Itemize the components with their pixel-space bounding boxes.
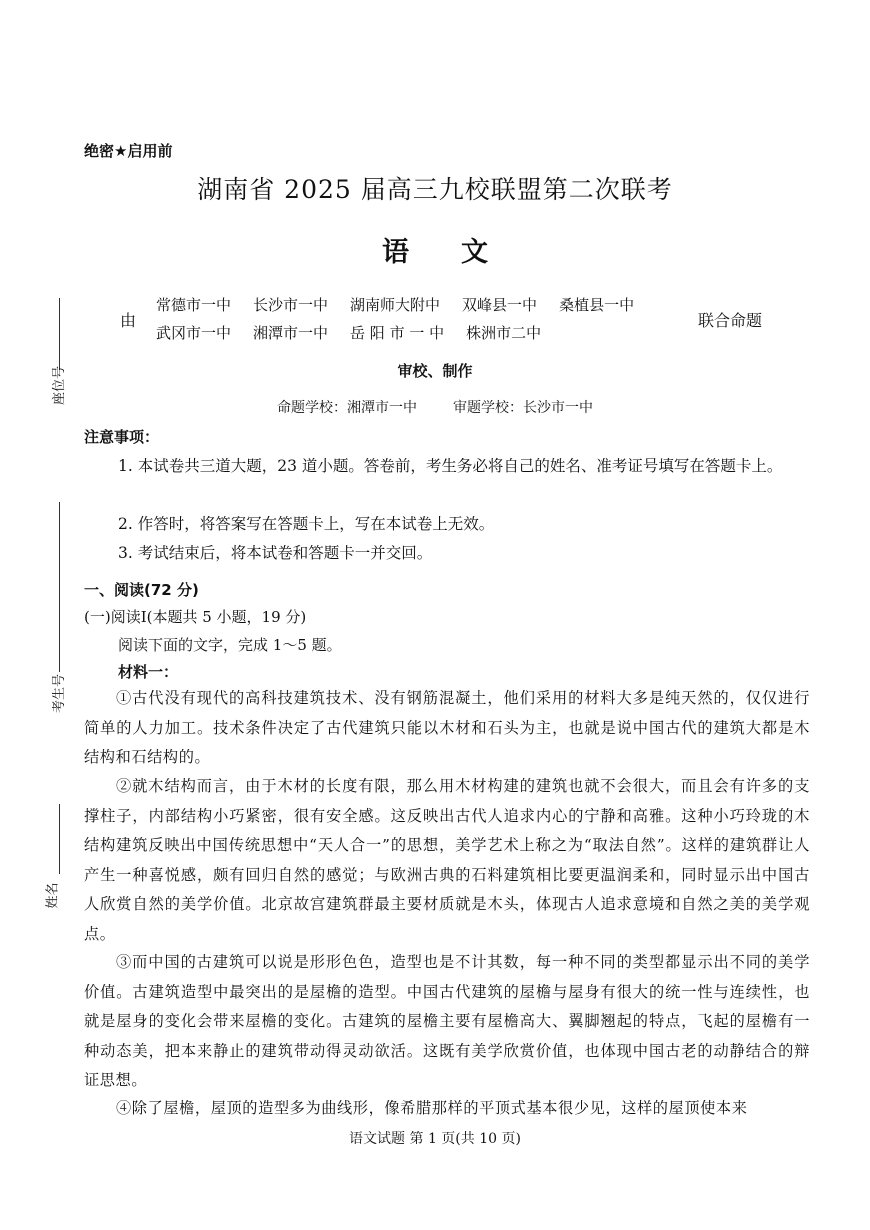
proposer-school: 命题学校：湘潭市一中 <box>277 400 417 416</box>
joint-proposition: 联合命题 <box>698 311 763 330</box>
school-name: 桑植县一中 <box>559 296 635 314</box>
proposer-line <box>0 397 870 417</box>
school-name: 株洲市二中 <box>466 324 542 342</box>
subject-char: 语 <box>382 237 409 268</box>
material-label: 材料一： <box>118 663 179 681</box>
subsection-heading: (一)阅读Ⅰ(本题共 5 小题，19 分) <box>84 608 307 626</box>
exam-number-label: 考生号 <box>52 673 68 714</box>
notice-item: 2. 作答时，将答案写在答题卡上，写在本试卷上无效。 <box>118 515 495 533</box>
school-name: 湖南师大附中 <box>350 296 441 314</box>
exam-title: 湖南省 2025 届高三九校联盟第二次联考 <box>197 175 673 204</box>
confidential-mark: 绝密★启用前 <box>84 142 173 160</box>
binding-line <box>59 804 60 874</box>
reviewer-school: 审题学校：长沙市一中 <box>453 400 593 416</box>
subject-title <box>0 230 870 269</box>
body-paragraph: ③而中国的古建筑可以说是形形色色，造型也是不计其数，每一种不同的类型都显示出不同的美学价值。古建筑造型中最突出的是屋檐的造型。中国古代建筑的屋檐与屋身有很大的统一性与连续性，也就是屋身的变化会带来屋檐的变化。古建筑的屋檐主要有屋檐高大、翼脚翘起的特点，飞起的屋檐有一种动态美，把本来静止的建筑带动得灵动欲活。这既有美学欣赏价值，也体现中国古老的动静结合的辩证思想。 <box>84 953 810 1089</box>
body-paragraph: ①古代没有现代的高科技建筑技术、没有钢筋混凝土，他们采用的材料大多是纯天然的，仅仅进行简单的人力加工。技术条件决定了古代建筑只能以木材和石头为主，也就是说中国古代的建筑大都是木结构和石结构的。 <box>84 689 810 766</box>
school-name: 双峰县一中 <box>462 296 538 314</box>
school-name: 湘潭市一中 <box>253 324 329 342</box>
part-heading: 一、阅读(72 分) <box>84 581 199 599</box>
authors-prefix: 由 <box>120 311 137 330</box>
body-paragraph: ④除了屋檐，屋顶的造型多为曲线形，像希腊那样的平顶式基本很少见，这样的屋顶使本来 <box>116 1099 748 1117</box>
notice-heading: 注意事项： <box>84 428 160 446</box>
binding-line <box>59 502 60 672</box>
school-row <box>156 294 656 315</box>
school-name: 武冈市一中 <box>156 324 232 342</box>
reading-instruction: 阅读下面的文字，完成 1～5 题。 <box>118 636 342 654</box>
body-paragraph: ②就木结构而言，由于木材的长度有限，那么用木材构建的建筑也就不会很大，而且会有许多的支撑柱子，内部结构小巧紧密，很有安全感。这反映出古代人追求内心的宁静和高雅。这种小巧玲珑的木结构建筑反映出中国传统思想中“天人合一”的思想，美学艺术上称之为“取法自然”。这样的建筑群让人产生一种喜悦感，颇有回归自然的感觉；与欧洲古典的石料建筑相比要更温润柔和，同时显示出中国古人欣赏自然的美学价值。北京故宫建筑群最主要材质就是木头，体现古人追求意境和自然之美的美学观点。 <box>84 777 810 943</box>
notice-item: 3. 考试结束后，将本试卷和答题卡一并交回。 <box>118 544 433 562</box>
seat-number-label: 座位号 <box>52 365 68 406</box>
school-name: 常德市一中 <box>156 296 232 314</box>
notice-item: 1. 本试卷共三道大题，23 道小题。答卷前，考生务必将自己的姓名、准考证号填写在答题卡上。 <box>118 457 783 475</box>
school-name: 岳 阳 市 一 中 <box>350 324 445 342</box>
subject-char: 文 <box>461 237 488 268</box>
school-row <box>156 322 563 343</box>
name-label: 姓名 <box>45 882 61 909</box>
review-production: 审校、制作 <box>397 362 473 380</box>
page-footer: 语文试题 第 1 页(共 10 页) <box>349 1131 521 1147</box>
school-name: 长沙市一中 <box>253 296 329 314</box>
